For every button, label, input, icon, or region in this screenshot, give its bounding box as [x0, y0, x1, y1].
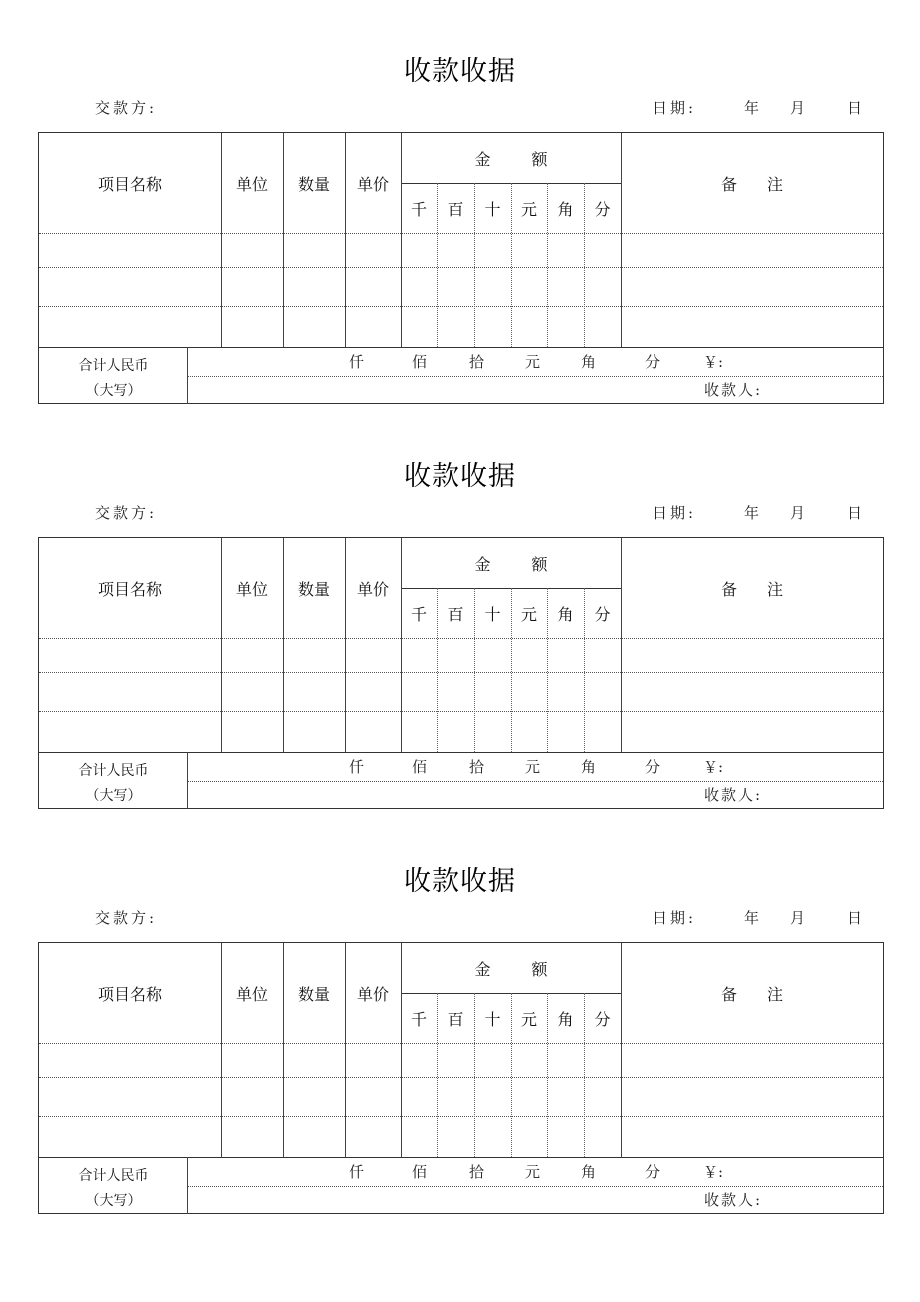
receipt-2 [0, 405, 920, 810]
date-year-label: 年 [744, 504, 763, 522]
total-unit-shi: 拾 [469, 1163, 485, 1181]
row-line [39, 233, 883, 234]
total-unit-shi: 拾 [469, 353, 485, 371]
total-unit-qian: 仟 [349, 1163, 365, 1181]
receipt-title: 收款收据 [404, 56, 516, 87]
receipt-table [38, 537, 884, 809]
row-line [39, 306, 883, 307]
header-digit-thousand: 千 [410, 1009, 427, 1029]
header-amount: 金 额 [474, 554, 566, 574]
total-label-line1: 合计人民币 [78, 358, 149, 374]
date-month-label: 月 [790, 504, 809, 522]
total-unit-shi: 拾 [469, 758, 485, 776]
total-mid-line [188, 376, 883, 377]
total-label-line2: （大写） [85, 1193, 142, 1209]
payer-label: 交款方: [95, 99, 158, 117]
row-line [39, 1077, 883, 1078]
header-quantity: 数量 [297, 579, 330, 599]
header-amount: 金 额 [474, 149, 566, 169]
payer-label: 交款方: [95, 909, 158, 927]
total-row-line [39, 347, 883, 348]
header-amount: 金 额 [474, 959, 566, 979]
date-day-label: 日 [847, 504, 866, 522]
date-month-label: 月 [790, 909, 809, 927]
total-label-line2: （大写） [85, 383, 142, 399]
header-digit-ten: 十 [484, 604, 501, 624]
receipt-table [38, 942, 884, 1214]
header-digit-thousand: 千 [410, 604, 427, 624]
total-unit-yuan: 元 [525, 1163, 541, 1181]
row-line [39, 267, 883, 268]
total-yen-sign: ￥: [703, 1163, 724, 1181]
total-row-line [39, 1157, 883, 1158]
header-digit-hundred: 百 [447, 1009, 464, 1029]
total-label-line2: （大写） [85, 788, 142, 804]
date-year-label: 年 [744, 99, 763, 117]
header-unit-price: 单价 [356, 579, 389, 599]
header-digit-jiao: 角 [557, 199, 574, 219]
header-remark: 备注 [720, 579, 813, 599]
total-unit-jiao: 角 [581, 353, 597, 371]
header-quantity: 数量 [297, 984, 330, 1004]
header-quantity: 数量 [297, 174, 330, 194]
header-digit-fen: 分 [594, 1009, 611, 1029]
header-digit-fen: 分 [594, 199, 611, 219]
total-unit-fen: 分 [645, 1163, 661, 1181]
payee-label: 收款人: [704, 1191, 763, 1209]
header-item-name: 项目名称 [97, 579, 162, 599]
header-remark: 备注 [720, 174, 813, 194]
header-unit-price: 单价 [356, 984, 389, 1004]
receipt-3 [0, 810, 920, 1215]
total-row-line [39, 752, 883, 753]
header-item-name: 项目名称 [97, 174, 162, 194]
total-unit-jiao: 角 [581, 1163, 597, 1181]
header-remark: 备注 [720, 984, 813, 1004]
receipt-1 [0, 0, 920, 405]
header-digit-ten: 十 [484, 1009, 501, 1029]
total-yen-sign: ￥: [703, 353, 724, 371]
header-digit-thousand: 千 [410, 199, 427, 219]
receipt-title: 收款收据 [404, 461, 516, 492]
total-unit-yuan: 元 [525, 758, 541, 776]
total-unit-fen: 分 [645, 758, 661, 776]
payer-label: 交款方: [95, 504, 158, 522]
header-digit-hundred: 百 [447, 199, 464, 219]
date-label: 日期: [652, 504, 697, 522]
payee-label: 收款人: [704, 381, 763, 399]
header-digit-yuan: 元 [520, 604, 537, 624]
row-line [39, 1116, 883, 1117]
date-month-label: 月 [790, 99, 809, 117]
header-unit: 单位 [235, 579, 268, 599]
total-unit-bai: 佰 [412, 353, 428, 371]
total-mid-line [188, 781, 883, 782]
header-digit-jiao: 角 [557, 1009, 574, 1029]
total-unit-yuan: 元 [525, 353, 541, 371]
total-unit-qian: 仟 [349, 758, 365, 776]
total-unit-bai: 佰 [412, 758, 428, 776]
row-line [39, 638, 883, 639]
header-unit: 单位 [235, 984, 268, 1004]
header-digit-fen: 分 [594, 604, 611, 624]
header-digit-hundred: 百 [447, 604, 464, 624]
header-item-name: 项目名称 [97, 984, 162, 1004]
receipt-title: 收款收据 [404, 866, 516, 897]
header-digit-ten: 十 [484, 199, 501, 219]
total-unit-fen: 分 [645, 353, 661, 371]
total-label-line1: 合计人民币 [78, 763, 149, 779]
total-unit-bai: 佰 [412, 1163, 428, 1181]
date-label: 日期: [652, 909, 697, 927]
header-digit-yuan: 元 [520, 199, 537, 219]
header-unit: 单位 [235, 174, 268, 194]
header-unit-price: 单价 [356, 174, 389, 194]
payee-label: 收款人: [704, 786, 763, 804]
date-year-label: 年 [744, 909, 763, 927]
receipt-table [38, 132, 884, 404]
total-label-line1: 合计人民币 [78, 1168, 149, 1184]
date-day-label: 日 [847, 909, 866, 927]
date-label: 日期: [652, 99, 697, 117]
header-digit-yuan: 元 [520, 1009, 537, 1029]
row-line [39, 711, 883, 712]
row-line [39, 672, 883, 673]
total-unit-qian: 仟 [349, 353, 365, 371]
header-digit-jiao: 角 [557, 604, 574, 624]
date-day-label: 日 [847, 99, 866, 117]
row-line [39, 1043, 883, 1044]
total-unit-jiao: 角 [581, 758, 597, 776]
total-yen-sign: ￥: [703, 758, 724, 776]
total-mid-line [188, 1186, 883, 1187]
